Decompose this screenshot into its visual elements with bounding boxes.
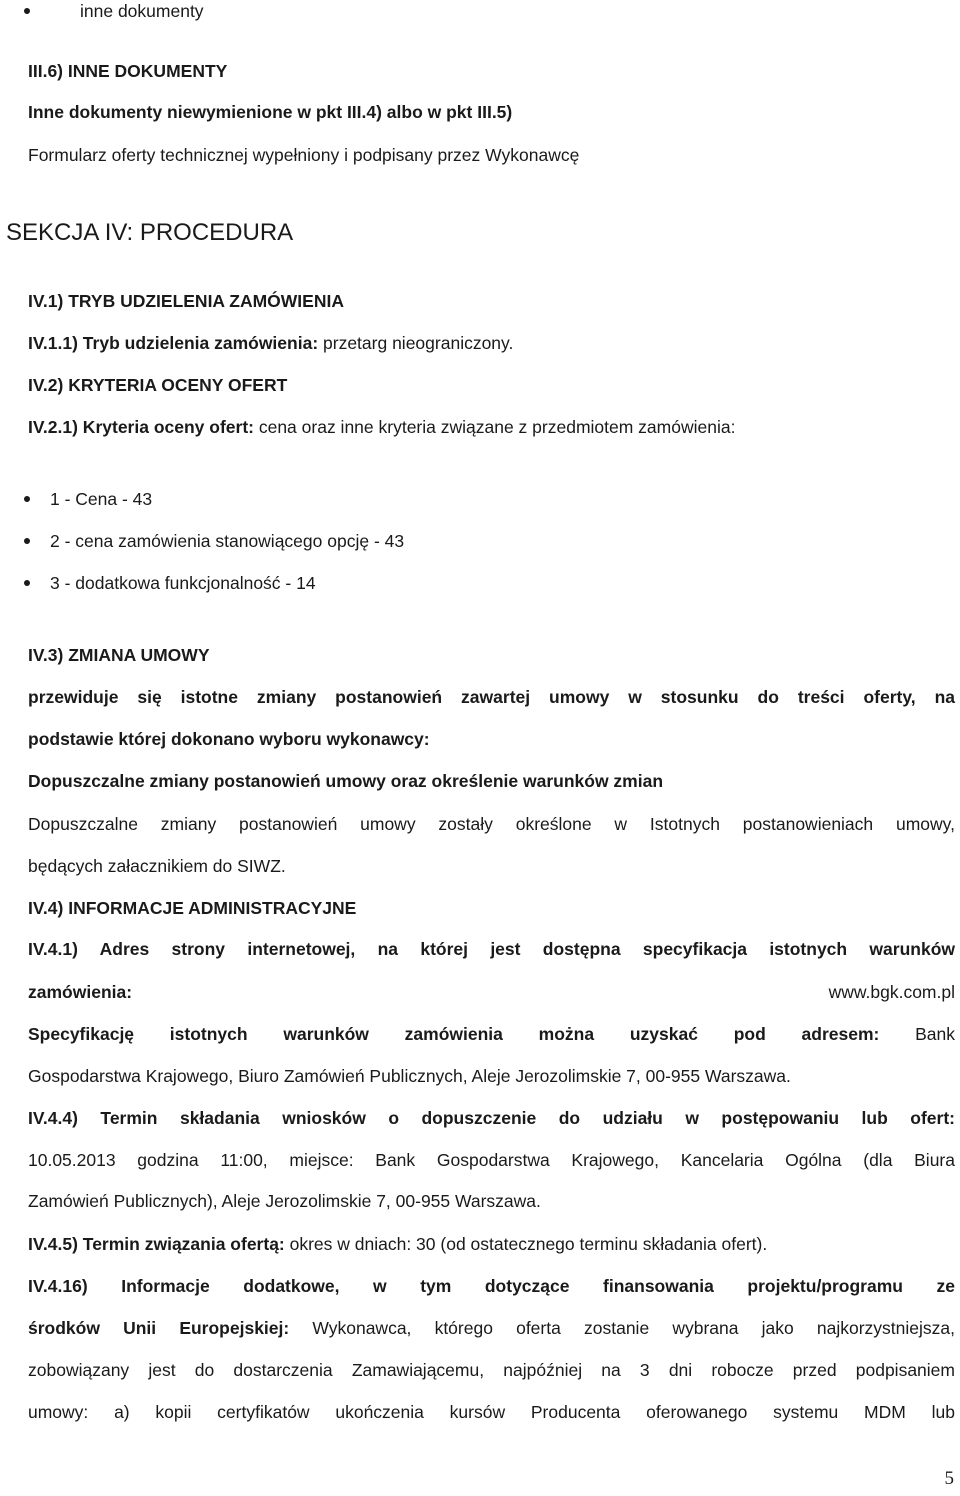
bullet-icon: [24, 580, 30, 586]
bullet-icon: [24, 538, 30, 544]
paragraph: [28, 1317, 955, 1339]
website-link[interactable]: www.bgk.com.pl: [828, 982, 955, 1002]
list-item: 2 - cena zamówienia stanowiącego opcję - 43: [50, 531, 405, 551]
label: IV.1.1) Tryb udzielenia zamówienia:: [28, 333, 319, 353]
paragraph: Gospodarstwa Krajowego, Biuro Zamówień Publicznych, Aleje Jerozolimskie 7, 00-955 Warszawa.: [28, 1066, 791, 1086]
section-heading: IV.1) TRYB UDZIELENIA ZAMÓWIENIA: [28, 291, 344, 311]
section-heading: IV.3) ZMIANA UMOWY: [28, 645, 210, 665]
value: Bank: [879, 1024, 955, 1044]
section-title: SEKCJA IV: PROCEDURA: [6, 219, 294, 246]
value: Wykonawca, którego oferta zostanie wybrana jako najkorzystniejsza,: [289, 1318, 955, 1338]
paragraph: IV.4.16) Informacje dodatkowe, w tym dotyczące finansowania projektu/programu ze: [28, 1276, 955, 1296]
section-heading: IV.2) KRYTERIA OCENY OFERT: [28, 375, 288, 395]
criteria-intro: [28, 416, 955, 438]
label: zamówienia:: [28, 982, 133, 1002]
value: cena oraz inne kryteria związane z przedmiotem zamówienia:: [253, 417, 736, 437]
list-item: inne dokumenty: [80, 1, 204, 21]
label: środków Unii Europejskiej:: [28, 1318, 290, 1338]
paragraph: podstawie której dokonano wyboru wykonawcy:: [28, 729, 430, 749]
value: okres w dniach: 30 (od ostatecznego terminu składania ofert).: [284, 1234, 768, 1254]
page-number: 5: [944, 1468, 954, 1489]
list-item: 3 - dodatkowa funkcjonalność - 14: [50, 573, 316, 593]
paragraph: zobowiązany jest do dostarczenia Zamawiającemu, najpóźniej na 3 dni robocze przed podpisaniem: [28, 1360, 955, 1380]
paragraph: przewiduje się istotne zmiany postanowień zawartej umowy w stosunku do treści oferty, na: [28, 687, 955, 707]
paragraph: IV.4.1) Adres strony internetowej, na której jest dostępna specyfikacja istotnych warunków: [28, 939, 955, 959]
paragraph: będących załacznikiem do SIWZ.: [28, 856, 286, 876]
label: Specyfikację istotnych warunków zamówienia można uzyskać pod adresem:: [28, 1024, 880, 1044]
website-row: [28, 981, 955, 1003]
paragraph: 10.05.2013 godzina 11:00, miejsce: Bank Gospodarstwa Krajowego, Kancelaria Ogólna (dla Biura: [28, 1150, 955, 1170]
list-item: 1 - Cena - 43: [50, 489, 153, 509]
bullet-icon: [24, 496, 30, 502]
paragraph: umowy: a) kopii certyfikatów ukończenia kursów Producenta oferowanego systemu MDM lub: [28, 1402, 955, 1422]
paragraph: Formularz oferty technicznej wypełniony i podpisany przez Wykonawcę: [28, 145, 580, 165]
label: IV.4.5) Termin związania ofertą:: [28, 1234, 285, 1254]
paragraph: Dopuszczalne zmiany postanowień umowy zostały określone w Istotnych postanowieniach umowy,: [28, 814, 955, 834]
procedure-type: [28, 332, 955, 354]
paragraph: IV.4.4) Termin składania wniosków o dopuszczenie do udziału w postępowaniu lub ofert:: [28, 1108, 955, 1128]
section-heading: III.6) INNE DOKUMENTY: [28, 61, 228, 81]
section-heading: IV.4) INFORMACJE ADMINISTRACYJNE: [28, 898, 357, 918]
bullet-icon: [24, 8, 30, 14]
paragraph: [28, 1023, 955, 1045]
paragraph: Dopuszczalne zmiany postanowień umowy oraz określenie warunków zmian: [28, 771, 664, 791]
subheading: Inne dokumenty niewymienione w pkt III.4) albo w pkt III.5): [28, 102, 513, 122]
value: przetarg nieograniczony.: [318, 333, 514, 353]
paragraph: Zamówień Publicznych), Aleje Jerozolimskie 7, 00-955 Warszawa.: [28, 1191, 541, 1211]
label: IV.2.1) Kryteria oceny ofert:: [28, 417, 254, 437]
paragraph: [28, 1233, 955, 1255]
